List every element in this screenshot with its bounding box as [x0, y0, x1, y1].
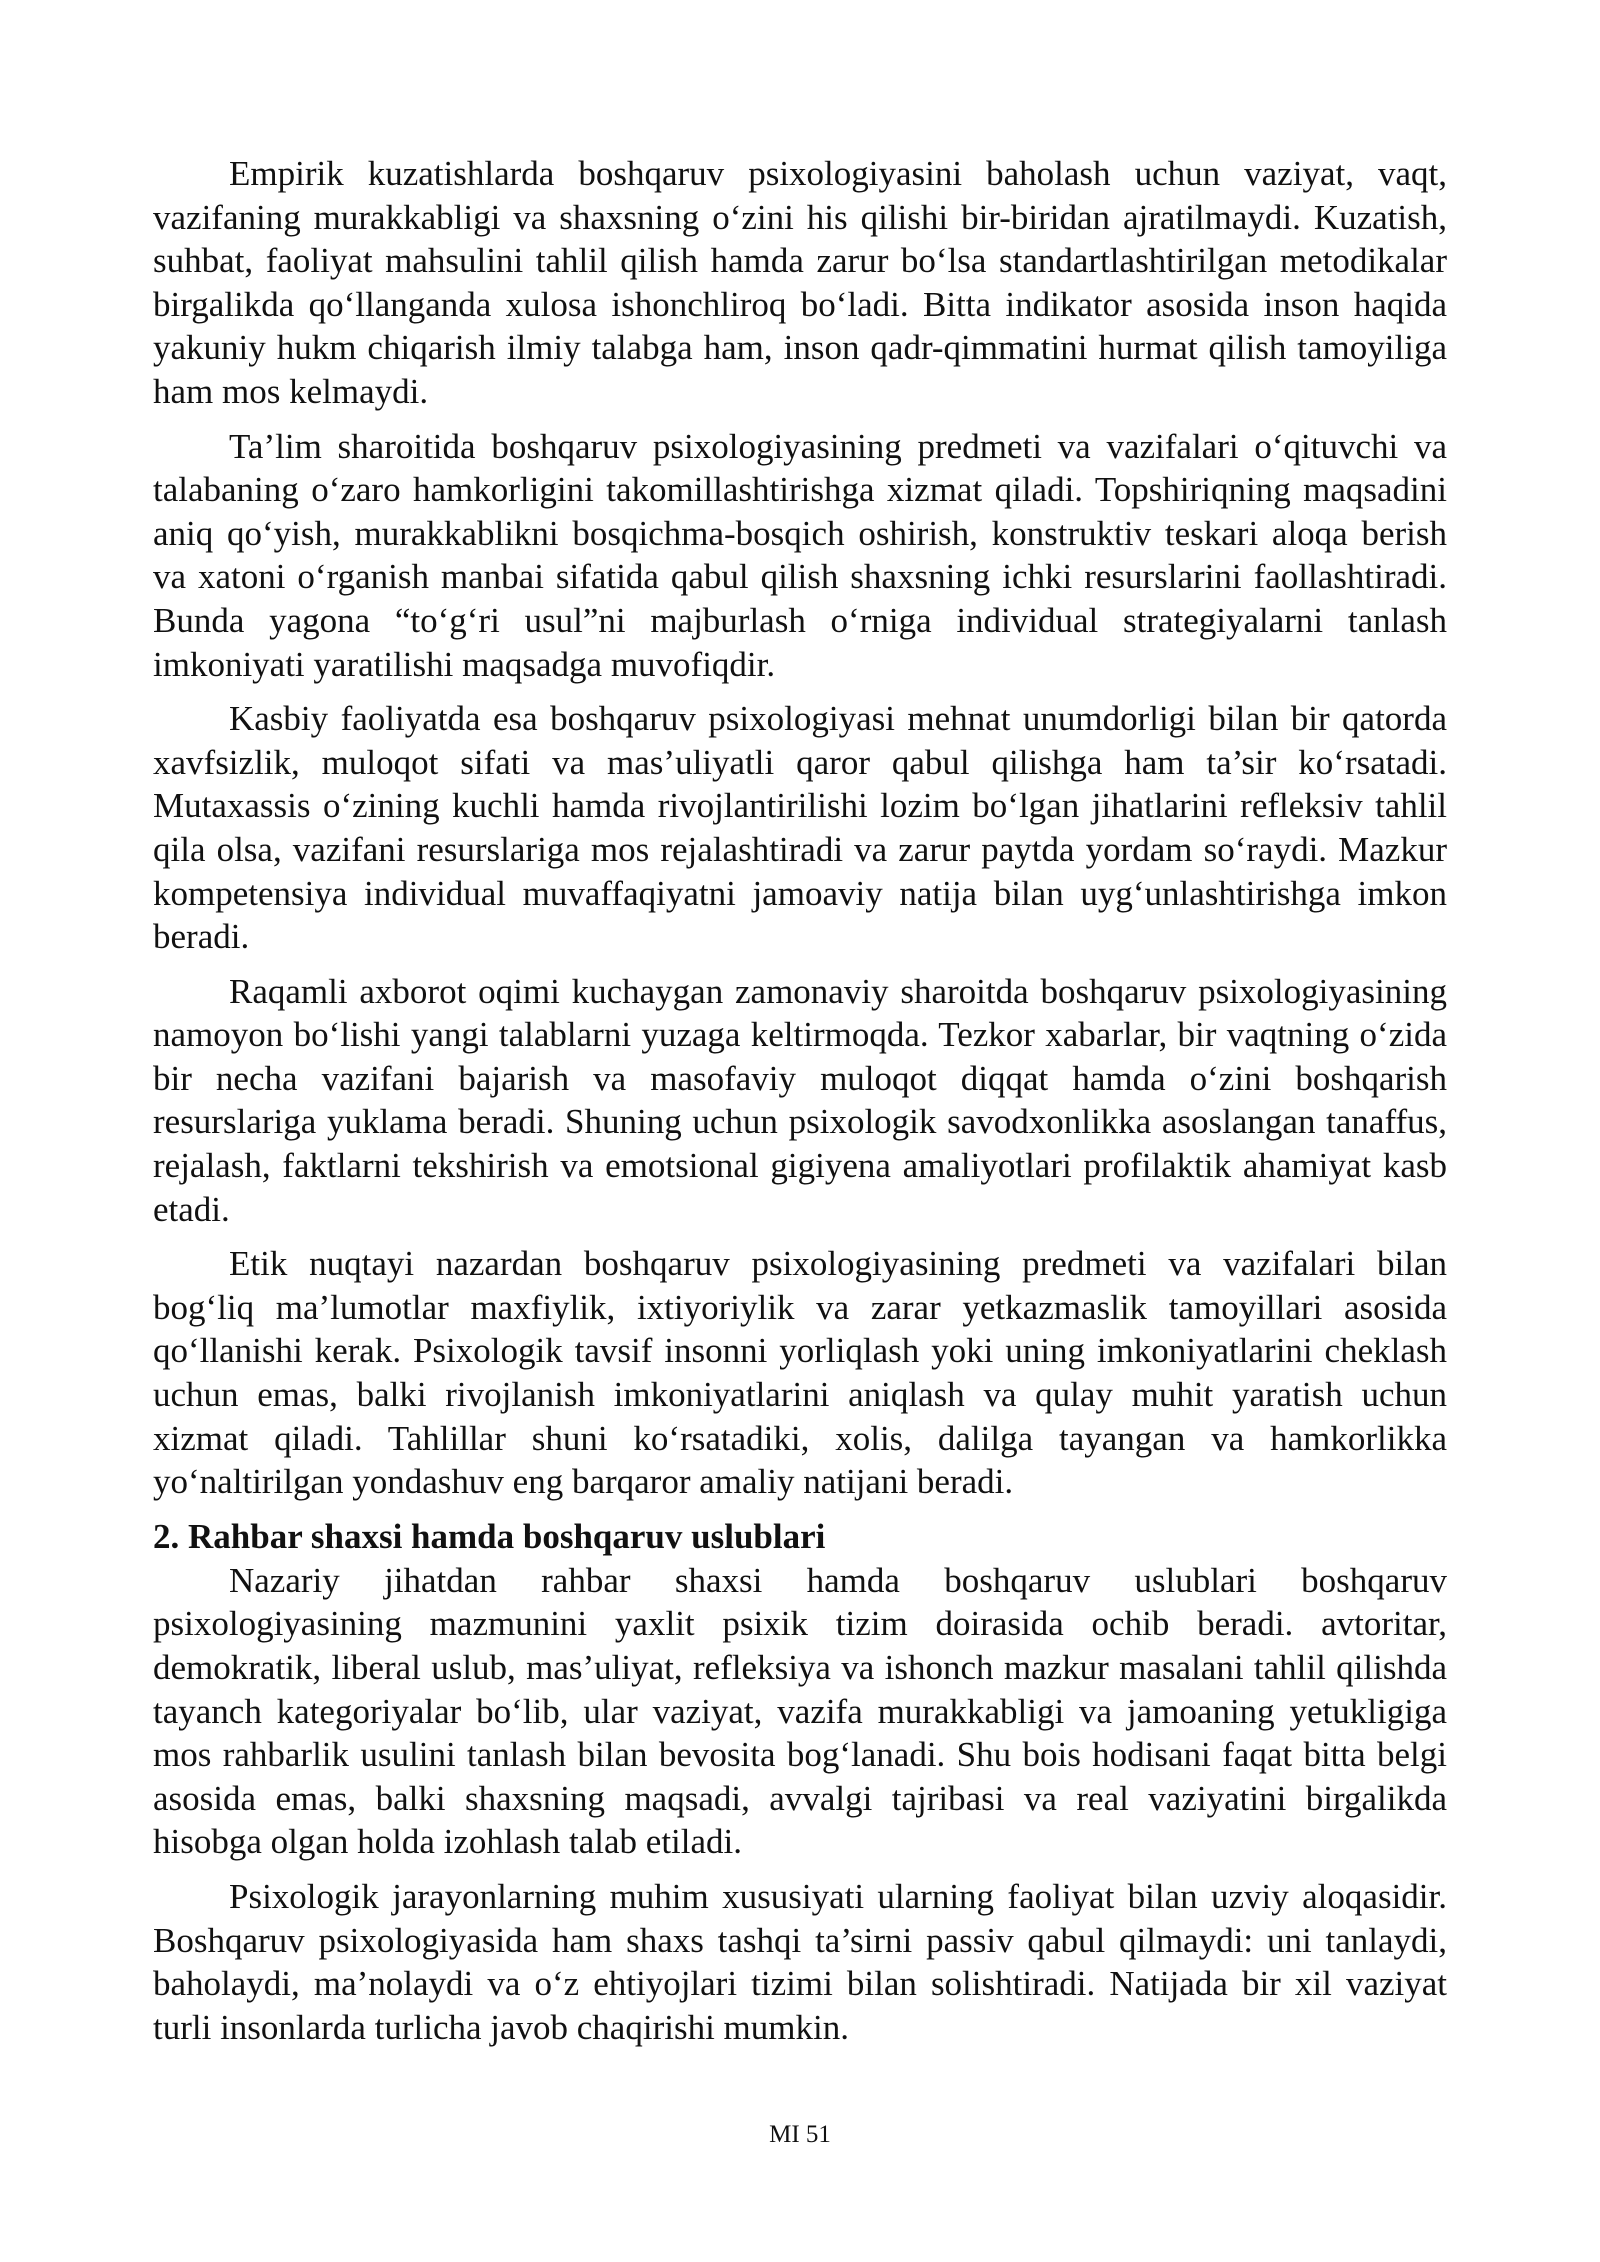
paragraph-digital-information: Raqamli axborot oqimi kuchaygan zamonaviy sharoitda boshqaruv psixologiyasining namoyon bo‘lishi yangi talablarni yuzaga keltirmoqda. Tezkor xabarlar, bir vaqtning o‘zida bir necha vazifani bajarish va masofaviy muloqot diqqat hamda o‘zini boshqarish resurslariga yuklama beradi. Shuning uchun psixologik savodxonlikka asoslangan tanaffus, rejalash, faktlarni tekshirish va emotsional gigiyena amaliyotlari profilaktik ahamiyat kasb etadi. [153, 971, 1447, 1229]
paragraph-empirical-observation: Empirik kuzatishlarda boshqaruv psixologiyasini baholash uchun vaziyat, vaqt, vazifaning murakkabligi va shaxsning o‘zini his qilishi bir-biridan ajratilmaydi. Kuzatish, suhbat, faoliyat mahsulini tahlil qilish hamda zarur bo‘lsa standartlashtirilgan metodikalar birgalikda qo‘llanganda xulosa ishonchliroq bo‘ladi. Bitta indikator asosida inson haqida yakuniy hukm chiqarish ilmiy talabga ham, inson qadr-qimmatini hurmat qilish tamoyiliga ham mos kelmaydi. [153, 154, 1447, 411]
section-heading: 2. Rahbar shaxsi hamda boshqaruv uslublari [153, 1516, 826, 1556]
paragraph-psychological-processes: Psixologik jarayonlarning muhim xususiyati ularning faoliyat bilan uzviy aloqasidir. Boshqaruv psixologiyasida ham shaxs tashqi ta’sirni passiv qabul qilmaydi: uni tanlaydi, baholaydi, ma’nolaydi va o‘z ehtiyojlari tizimi bilan solishtiradi. Natijada bir xil vaziyat turli insonlarda turlicha javob chaqirishi mumkin. [153, 1876, 1447, 2047]
paragraph-ethics: Etik nuqtayi nazardan boshqaruv psixologiyasining predmeti va vazifalari bilan bog‘liq ma’lumotlar maxfiylik, ixtiyoriylik va zarar yetkazmaslik tamoyillari asosida qo‘llanishi kerak. Psixologik tavsif insonni yorliqlash yoki uning imkoniyatlarini cheklash uchun emas, balki rivojlanish imkoniyatlarini aniqlash va qulay muhit yaratish uchun xizmat qiladi. Tahlillar shuni ko‘rsatadiki, xolis, dalilga tayangan va hamkorlikka yo‘naltirilgan yondashuv eng barqaror amaliy natijani beradi. [153, 1244, 1447, 1502]
page-body [153, 152, 1447, 2060]
page-number: MI 51 [769, 2121, 831, 2148]
paragraph-education-context: Ta’lim sharoitida boshqaruv psixologiyasining predmeti va vazifalari o‘qituvchi va talabaning o‘zaro hamkorligini takomillashtirishga xizmat qiladi. Topshiriqning maqsadini aniq qo‘yish, murakkablikni bosqichma-bosqich oshirish, konstruktiv teskari aloqa berish va xatoni o‘rganish manbai sifatida qabul qilish shaxsning ichki resurslarini faollashtiradi. Bunda yagona “to‘g‘ri usul”ni majburlash o‘rniga individual strategiyalarni tanlash imkoniyati yaratilishi maqsadga muvofiqdir. [153, 426, 1447, 684]
paragraph-professional-activity: Kasbiy faoliyatda esa boshqaruv psixologiyasi mehnat unumdorligi bilan bir qatorda xavfsizlik, muloqot sifati va mas’uliyatli qaror qabul qilishga ham ta’sir ko‘rsatadi. Mutaxassis o‘zining kuchli hamda rivojlantirilishi lozim bo‘lgan jihatlarini refleksiv tahlil qila olsa, vazifani resurslariga mos rejalashtiradi va zarur paytda yordam so‘raydi. Mazkur kompetensiya individual muvaffaqiyatni jamoaviy natija bilan uyg‘unlashtirishga imkon beradi. [153, 699, 1447, 957]
paragraph-leader-personality: Nazariy jihatdan rahbar shaxsi hamda boshqaruv uslublari boshqaruv psixologiyasining mazmunini yaxlit psixik tizim doirasida ochib beradi. avtoritar, demokratik, liberal uslub, mas’uliyat, refleksiya va ishonch mazkur masalani tahlil qilishda tayanch kategoriyalar bo‘lib, ular vaziyat, vazifa murakkabligi va jamoaning yetukligiga mos rahbarlik usulini tanlash bilan bevosita bog‘lanadi. Shu bois hodisani faqat bitta belgi asosida emas, balki shaxsning maqsadi, avvalgi tajribasi va real vaziyatini birgalikda hisobga olgan holda izohlash talab etiladi. [153, 1560, 1447, 1862]
